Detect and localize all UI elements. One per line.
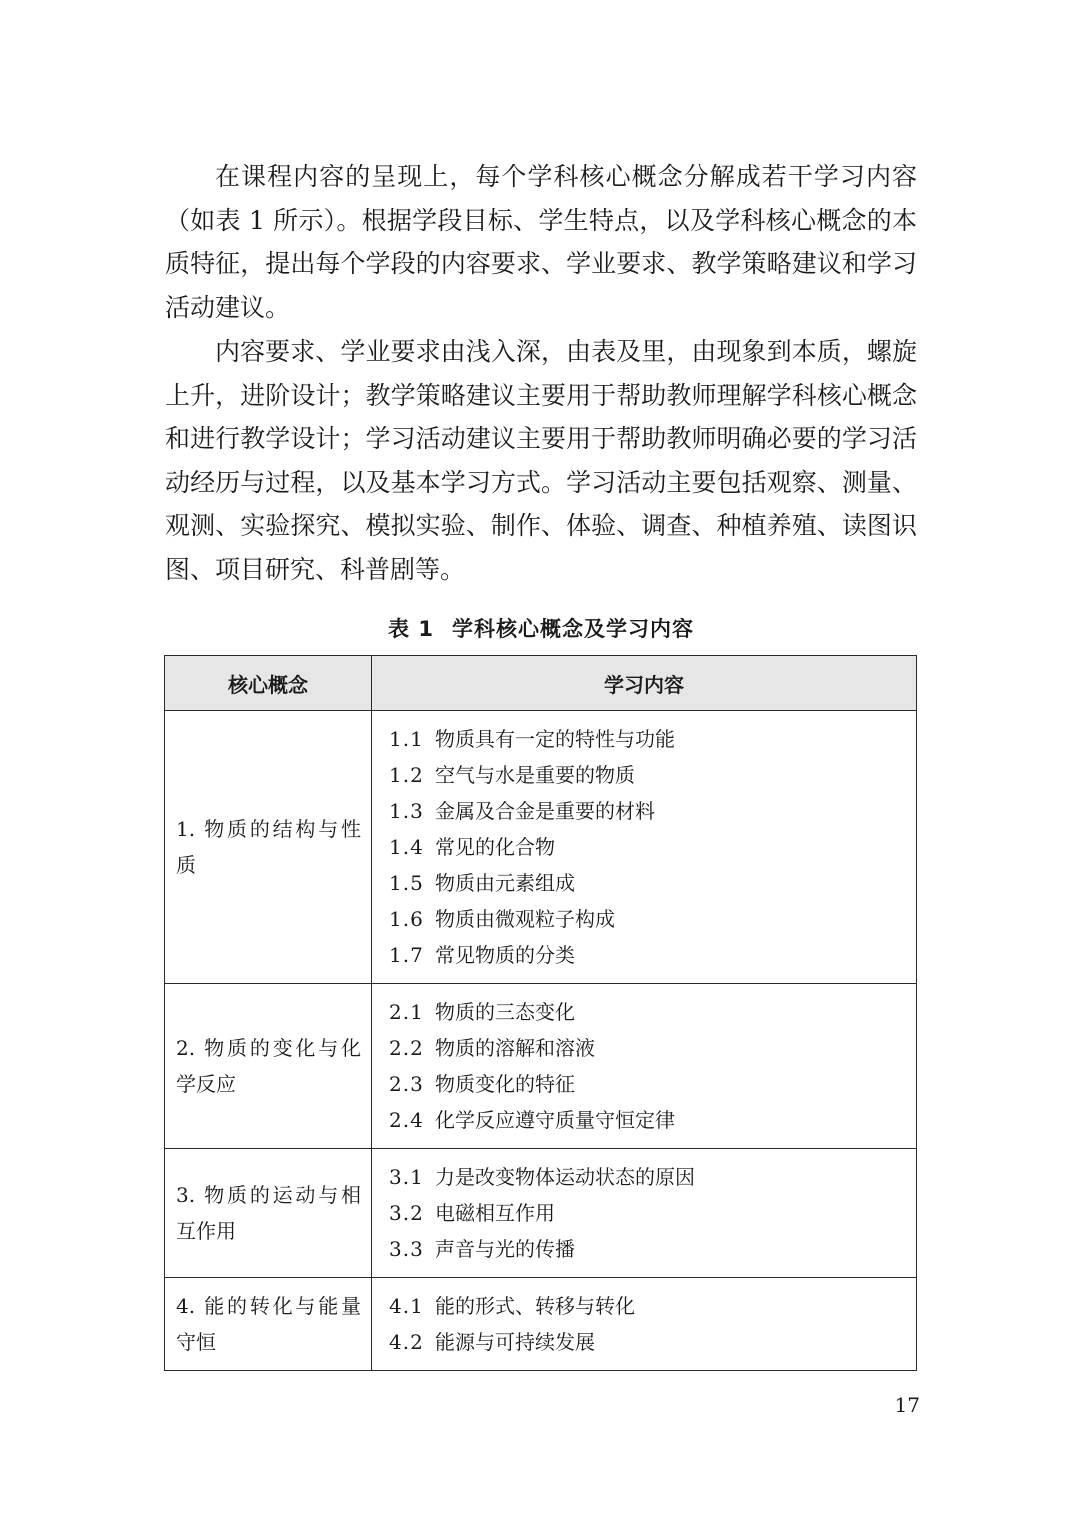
content-item: [389, 865, 916, 901]
content-cell: [372, 1278, 917, 1371]
table-caption-title: 学科核心概念及学习内容: [451, 617, 694, 641]
table-header-row: [165, 656, 917, 711]
table-caption-number: 表 1: [388, 617, 434, 641]
concept-cell: 2. 物质的变化与化学反应: [165, 984, 372, 1149]
concept-cell: 3. 物质的运动与相互作用: [165, 1149, 372, 1278]
content-item: [389, 1195, 916, 1231]
content-item: [389, 1231, 916, 1267]
content-item: [389, 829, 916, 865]
content-item: [389, 757, 916, 793]
content-cell: [372, 1149, 917, 1278]
item-code: 1.6: [389, 907, 424, 931]
item-code: 2.1: [389, 1000, 424, 1024]
table-row: [165, 711, 917, 984]
table-row: [165, 1278, 917, 1371]
content-item: [389, 1030, 916, 1066]
item-code: 2.3: [389, 1072, 424, 1096]
table-caption: [165, 613, 917, 643]
item-text: 化学反应遵守质量守恒定律: [435, 1108, 675, 1132]
item-text: 物质由元素组成: [435, 871, 575, 895]
item-code: 1.5: [389, 871, 424, 895]
item-text: 空气与水是重要的物质: [435, 763, 635, 787]
paragraph-text: 内容要求、学业要求由浅入深，由表及里，由现象到本质，螺旋上升，进阶设计；教学策略建议主要用于帮助教师理解学科核心概念和进行教学设计；学习活动建议主要用于帮助教师明确必要的学习活动经历与过程，以及基本学习方式。学习活动主要包括观察、测量、观测、实验探究、模拟实验、制作、体验、调查、种植养殖、读图识图、项目研究、科普剧等。: [165, 337, 917, 584]
item-text: 声音与光的传播: [435, 1237, 575, 1261]
item-text: 物质的三态变化: [435, 1000, 575, 1024]
concepts-table: [164, 655, 917, 1371]
item-text: 能的形式、转移与转化: [435, 1294, 635, 1318]
item-text: 常见的化合物: [435, 835, 555, 859]
item-code: 3.1: [389, 1165, 424, 1189]
content-item: [389, 1102, 916, 1138]
item-text: 金属及合金是重要的材料: [435, 799, 655, 823]
header-core-concept: 核心概念: [165, 656, 372, 711]
paragraph-text: 在课程内容的呈现上，每个学科核心概念分解成若干学习内容（如表 1 所示）。根据学段目标、学生特点，以及学科核心概念的本质特征，提出每个学段的内容要求、学业要求、教学策略建议和学习活动建议。: [165, 162, 917, 322]
content-item: [389, 1324, 916, 1360]
content-item: [389, 994, 916, 1030]
item-code: 2.4: [389, 1108, 424, 1132]
content-item: [389, 793, 916, 829]
item-code: 3.2: [389, 1201, 424, 1225]
item-code: 4.2: [389, 1330, 424, 1354]
body-paragraph-2: [165, 330, 917, 591]
page-number: 17: [894, 1393, 920, 1417]
item-code: 4.1: [389, 1294, 424, 1318]
content-item: [389, 937, 916, 973]
item-code: 3.3: [389, 1237, 424, 1261]
content-cell: [372, 711, 917, 984]
item-code: 1.2: [389, 763, 424, 787]
item-text: 物质具有一定的特性与功能: [435, 727, 675, 751]
item-code: 1.7: [389, 943, 424, 967]
table-row: [165, 984, 917, 1149]
content-item: [389, 1066, 916, 1102]
header-learning-content: 学习内容: [372, 656, 917, 711]
item-code: 2.2: [389, 1036, 424, 1060]
table-row: [165, 1149, 917, 1278]
concept-cell: 4. 能的转化与能量守恒: [165, 1278, 372, 1371]
item-text: 力是改变物体运动状态的原因: [435, 1165, 695, 1189]
content-item: [389, 1159, 916, 1195]
item-text: 物质的溶解和溶液: [435, 1036, 595, 1060]
item-code: 1.3: [389, 799, 424, 823]
item-code: 1.4: [389, 835, 424, 859]
item-text: 能源与可持续发展: [435, 1330, 595, 1354]
item-text: 物质变化的特征: [435, 1072, 575, 1096]
content-cell: [372, 984, 917, 1149]
item-text: 常见物质的分类: [435, 943, 575, 967]
item-text: 电磁相互作用: [435, 1201, 555, 1225]
content-item: [389, 1288, 916, 1324]
concept-cell: 1. 物质的结构与性质: [165, 711, 372, 984]
item-code: 1.1: [389, 727, 424, 751]
content-item: [389, 901, 916, 937]
body-paragraph-1: [165, 155, 917, 329]
content-item: [389, 721, 916, 757]
item-text: 物质由微观粒子构成: [435, 907, 615, 931]
